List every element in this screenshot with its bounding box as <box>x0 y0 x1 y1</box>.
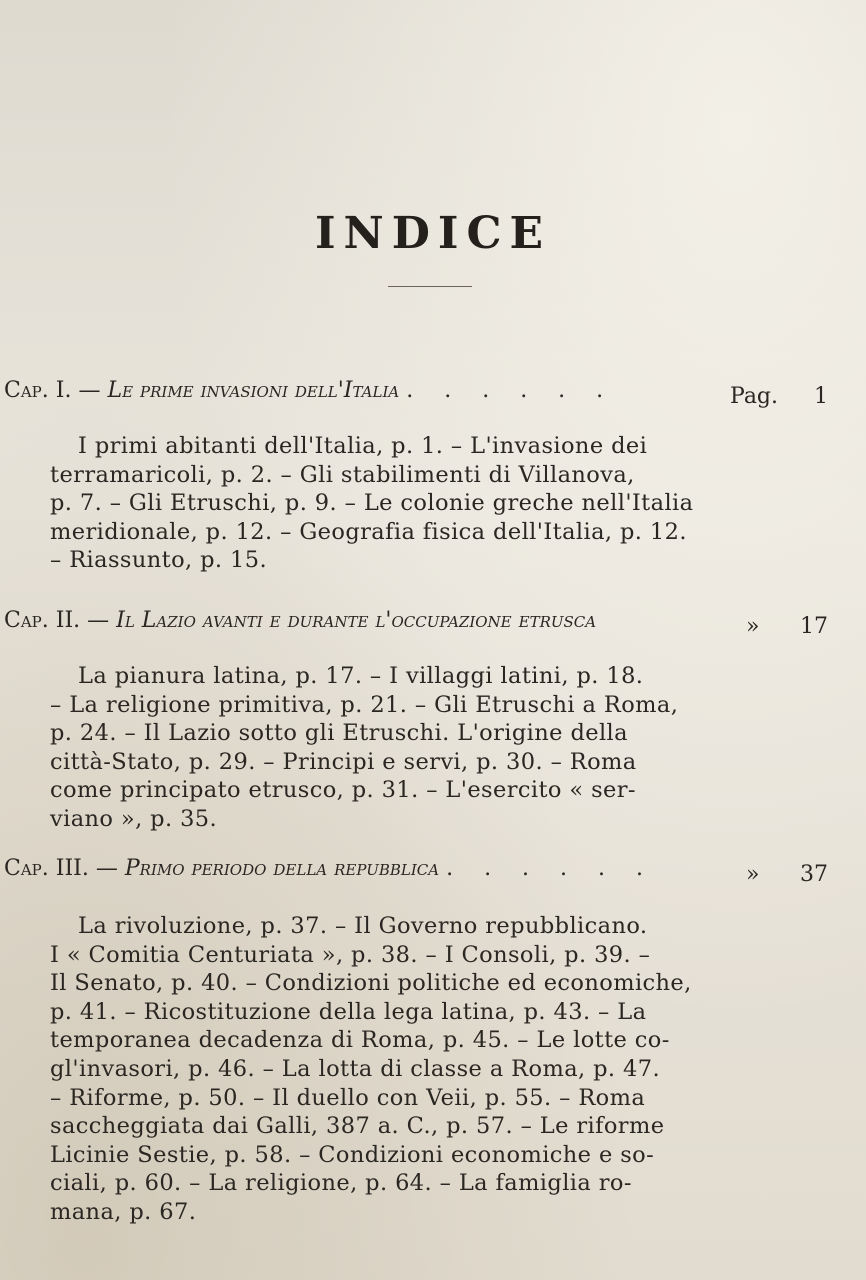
summary-line: La rivoluzione, p. 37. – Il Governo repubblicano. <box>78 913 648 939</box>
chapter-entry-1 <box>0 374 866 410</box>
summary-line: – La religione primitiva, p. 21. – Gli Etruschi a Roma, <box>50 691 679 718</box>
page-title: INDICE <box>314 208 552 259</box>
chapter-numeral: III. <box>55 856 89 881</box>
leader-dots: . . . . . . <box>406 378 616 403</box>
summary-line: come principato etrusco, p. 31. – L'esercito « ser- <box>50 777 636 804</box>
page-label: » <box>746 862 760 887</box>
summary-line: ciali, p. 60. – La religione, p. 64. – La famiglia ro- <box>50 1170 632 1197</box>
summary-line: terramaricoli, p. 2. – Gli stabilimenti di Villanova, <box>50 461 635 488</box>
summary-line: p. 41. – Ricostituzione della lega latina, p. 43. – La <box>50 998 647 1025</box>
chapter-summary-1 <box>50 432 718 575</box>
chapter-dash: — <box>78 378 101 403</box>
chapter-entry-3 <box>0 852 866 888</box>
chapter-numeral: II. <box>55 608 81 633</box>
summary-line: – Riassunto, p. 15. <box>50 547 268 574</box>
page-number: 37 <box>800 862 828 887</box>
chapter-cap-label: Cap. <box>4 378 49 403</box>
chapter-heading <box>0 852 866 888</box>
leader-dots: . . . . . . <box>446 856 656 881</box>
chapter-summary-2 <box>50 662 718 834</box>
page-number: 17 <box>800 614 828 639</box>
title-divider <box>388 286 472 287</box>
summary-line: I primi abitanti dell'Italia, p. 1. – L'invasione dei <box>78 433 648 459</box>
summary-line: p. 24. – Il Lazio sotto gli Etruschi. L'origine della <box>50 720 628 747</box>
chapter-dash: — <box>87 608 110 633</box>
summary-line: I « Comitia Centuriata », p. 38. – I Consoli, p. 39. – <box>50 941 651 968</box>
summary-line: p. 7. – Gli Etruschi, p. 9. – Le colonie greche nell'Italia <box>50 490 694 517</box>
chapter-summary-3 <box>50 912 718 1227</box>
chapter-dash: — <box>95 856 118 881</box>
summary-line: viano », p. 35. <box>50 805 218 832</box>
summary-line: Licinie Sestie, p. 58. – Condizioni economiche e so- <box>50 1141 655 1168</box>
summary-line: temporanea decadenza di Roma, p. 45. – Le lotte co- <box>50 1027 670 1054</box>
summary-line: saccheggiata dai Galli, 387 a. C., p. 57. – Le riforme <box>50 1113 665 1140</box>
chapter-numeral: I. <box>55 378 72 403</box>
chapter-heading <box>0 604 866 640</box>
summary-line: – Riforme, p. 50. – Il duello con Veii, p. 55. – Roma <box>50 1084 646 1111</box>
chapter-heading <box>0 374 866 410</box>
page-label: » <box>746 614 760 639</box>
chapter-cap-label: Cap. <box>4 856 49 881</box>
page-label: Pag. <box>730 384 779 409</box>
chapter-cap-label: Cap. <box>4 608 49 633</box>
summary-line: mana, p. 67. <box>50 1198 197 1225</box>
summary-line: gl'invasori, p. 46. – La lotta di classe a Roma, p. 47. <box>50 1055 661 1082</box>
summary-line: La pianura latina, p. 17. – I villaggi latini, p. 18. <box>78 663 644 689</box>
chapter-entry-2 <box>0 604 866 640</box>
chapter-title: Le prime invasioni dell'Italia <box>107 378 400 403</box>
chapter-title: Primo periodo della repubblica <box>124 856 440 881</box>
chapter-title: Il Lazio avanti e durante l'occupazione etrusca <box>116 608 597 633</box>
summary-line: città-Stato, p. 29. – Principi e servi, p. 30. – Roma <box>50 748 637 775</box>
summary-line: meridionale, p. 12. – Geografia fisica dell'Italia, p. 12. <box>50 518 687 545</box>
page-number: 1 <box>814 384 828 409</box>
summary-line: Il Senato, p. 40. – Condizioni politiche ed economiche, <box>50 970 692 997</box>
